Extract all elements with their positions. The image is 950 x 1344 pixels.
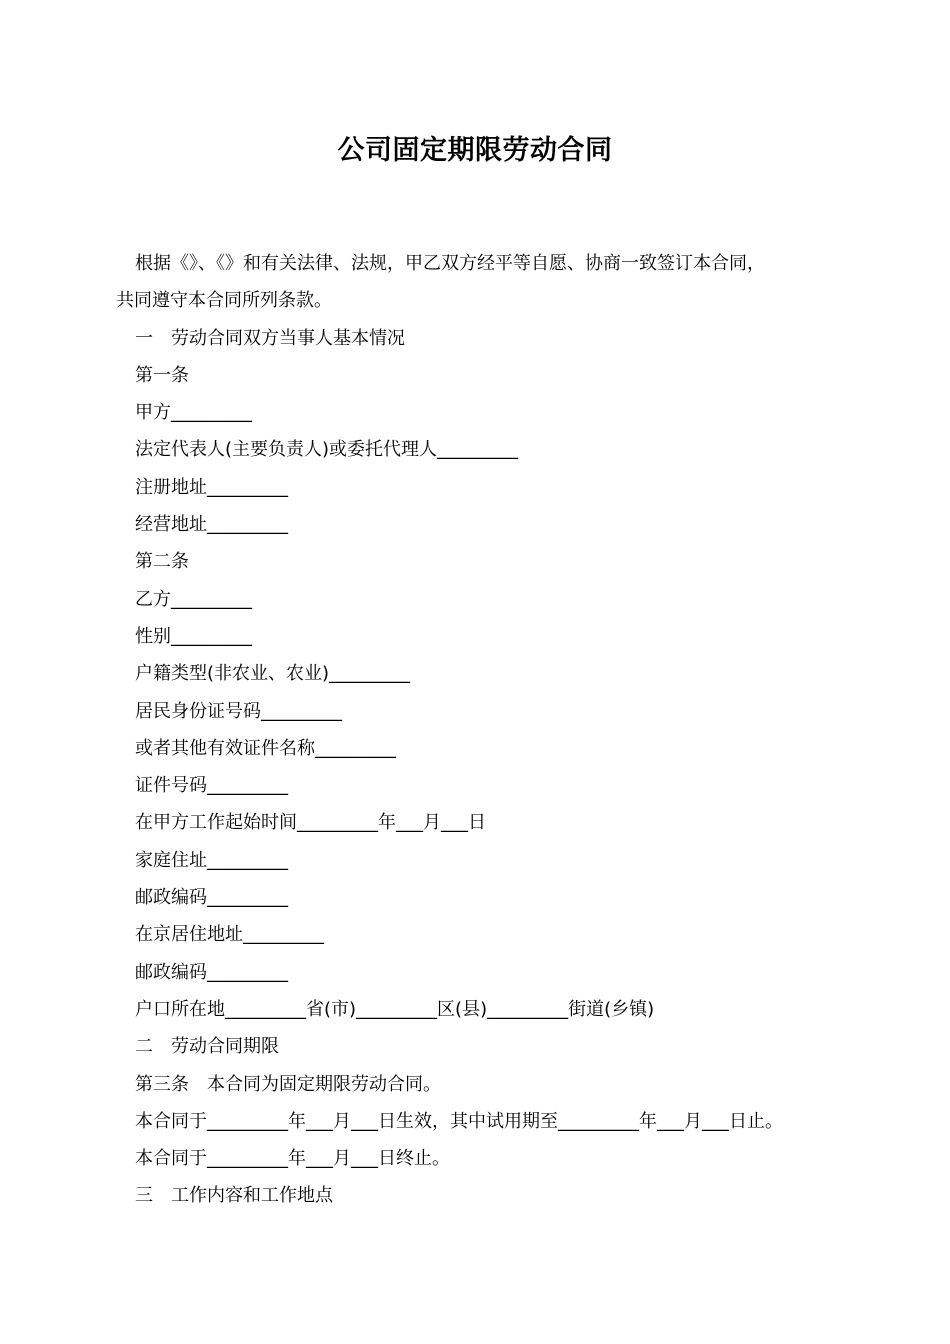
document-body [116, 245, 836, 1215]
field-termination-date: 本合同于_________年___月___日终止。 [135, 1148, 450, 1170]
field-beijing-address: 在京居住地址_________ [135, 924, 324, 946]
field-household-type: 户籍类型(非农业、农业)_________ [135, 663, 411, 685]
field-home-address: 家庭住址_________ [135, 849, 288, 871]
field-start-date: 在甲方工作起始时间_________年___月___日 [135, 812, 486, 834]
article-1-heading: 第一条 [135, 364, 189, 386]
field-party-b: 乙方_________ [135, 588, 252, 610]
field-household-location: 户口所在地_________省(市)_________区(县)_________街道(乡镇) [135, 998, 655, 1020]
document-title: 公司固定期限劳动合同 [337, 135, 613, 166]
article-2-heading: 第二条 [135, 551, 189, 573]
field-certificate-number: 证件号码_________ [135, 775, 288, 797]
field-legal-representative: 法定代表人(主要负责人)或委托代理人_________ [135, 439, 519, 461]
section-heading-2: 二 劳动合同期限 [135, 1036, 279, 1058]
field-party-a: 甲方_________ [135, 402, 252, 424]
field-business-address: 经营地址_________ [135, 514, 288, 536]
field-postal-code-2: 邮政编码_________ [135, 961, 288, 983]
field-registered-address: 注册地址_________ [135, 476, 288, 498]
intro-line-1: 根据《》、《》和有关法律、法规，甲乙双方经平等自愿、协商一致签订本合同， [135, 253, 765, 274]
field-effective-date: 本合同于_________年___月___日生效，其中试用期至_________年___月___日止。 [135, 1110, 783, 1132]
field-other-id-name: 或者其他有效证件名称_________ [135, 737, 396, 759]
field-postal-code-1: 邮政编码_________ [135, 887, 288, 909]
section-heading-1: 一 劳动合同双方当事人基本情况 [135, 327, 405, 349]
field-gender: 性别_________ [135, 625, 252, 647]
intro-line-2: 共同遵守本合同所列条款。 [116, 290, 332, 312]
article-3: 第三条 本合同为固定期限劳动合同。 [135, 1073, 441, 1095]
field-id-number: 居民身份证号码_________ [135, 700, 342, 722]
section-heading-3: 三 工作内容和工作地点 [135, 1185, 333, 1207]
